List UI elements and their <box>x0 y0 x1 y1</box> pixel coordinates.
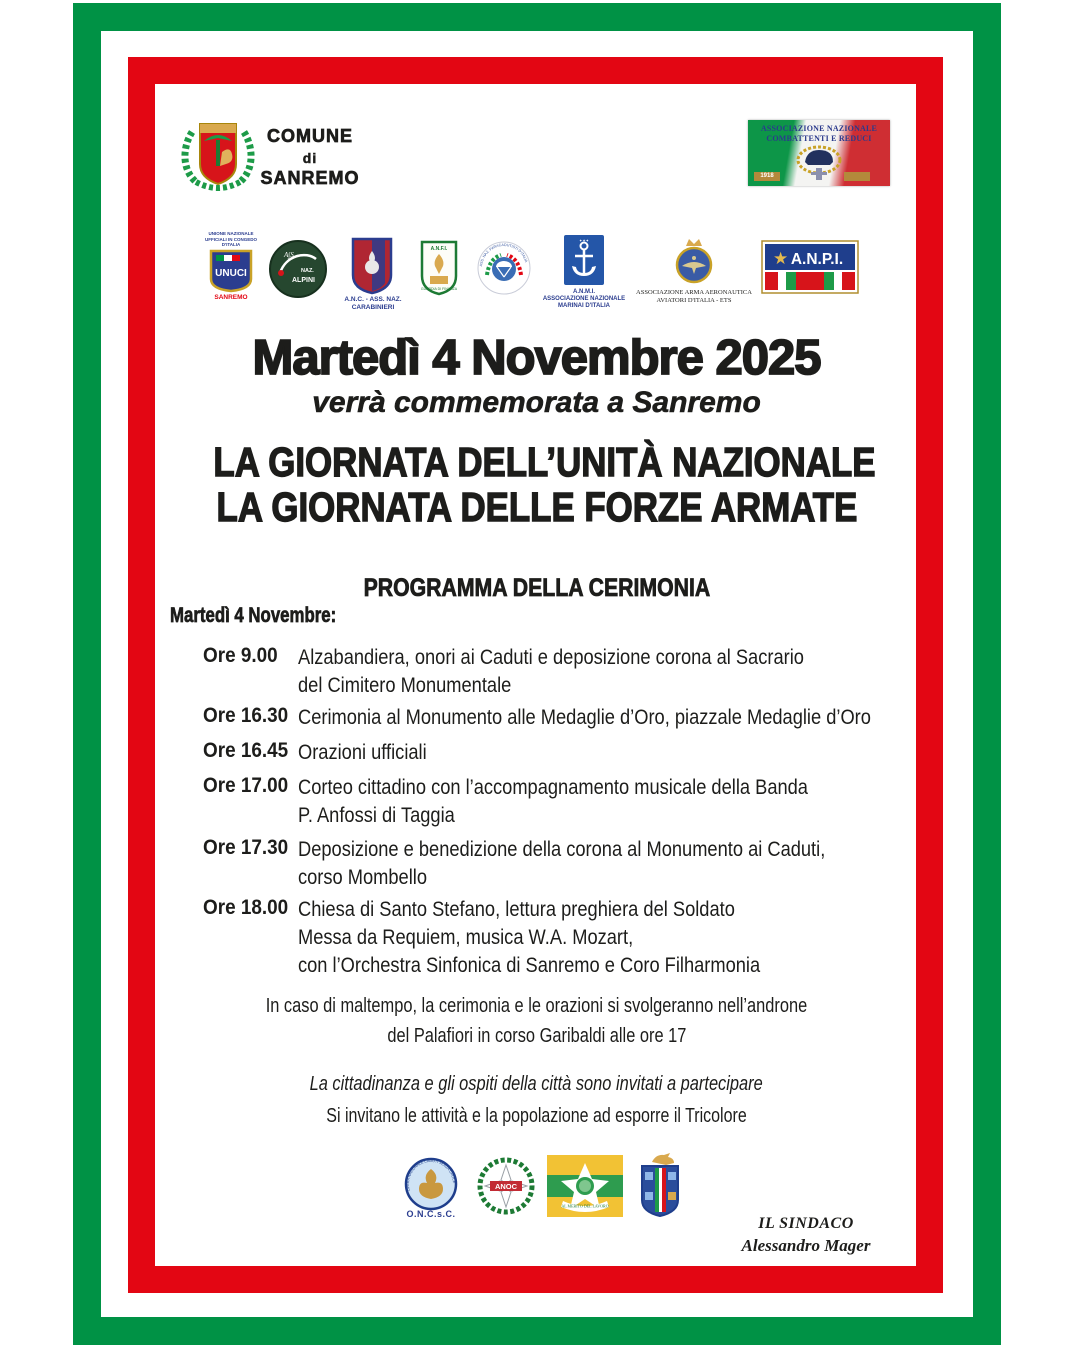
comune-line2: di <box>302 150 318 166</box>
schedule-description: Alzabandiera, onori ai Caduti e deposizione corona al Sacrario del Cimitero Monumentale <box>298 645 804 697</box>
schedule-time: Ore 9.00 <box>203 643 278 667</box>
svg-text:NAZ.: NAZ. <box>301 268 314 274</box>
ancr-year-badge: 1918 <box>754 172 780 181</box>
aeronautica-label: ASSOCIAZIONE ARMA AERONAUTICA AVIATORI D'ITALIA - ETS <box>636 289 752 304</box>
schedule-description: Orazioni ufficiali <box>298 740 427 764</box>
schedule-description: Corteo cittadino con l’accompagnamento musicale della Banda P. Anfossi di Taggia <box>298 775 808 827</box>
ancr-line2: COMBATTENTI E REDUCI <box>766 134 872 143</box>
oncsc-logo-icon <box>404 1157 458 1211</box>
schedule-time: Ore 17.30 <box>203 835 289 859</box>
comune-sanremo-title <box>252 126 368 189</box>
program-heading: PROGRAMMA DELLA CERIMONIA <box>363 574 710 602</box>
marinai-label: A.N.M.I. ASSOCIAZIONE NAZIONALE MARINAI D'ITALIA <box>542 289 626 309</box>
svg-text:✦✦✦: ✦✦✦ <box>578 238 590 243</box>
signature-role: IL SINDACO <box>758 1215 854 1232</box>
maestri-lavoro-flag-icon <box>547 1155 623 1217</box>
weather-note: In caso di maltempo, la cerimonia e le orazioni si svolgeranno nell’androne del Palafiori in corso Garibaldi alle ore 17 <box>265 994 808 1047</box>
schedule-description: Cerimonia al Monumento alle Medaglie d’Oro, piazzale Medaglie d’Oro <box>298 705 871 729</box>
svg-text:OPERA NAZIONALE CADUTI SENZA C: OPERA NAZIONALE CADUTI SENZA CROCE <box>405 1158 457 1192</box>
event-date-title: Martedì 4 Novembre 2025 <box>252 331 821 385</box>
program-day-label: Martedì 4 Novembre: <box>170 604 337 627</box>
invitation-citizens: La cittadinanza e gli ospiti della città sono invitati a partecipare <box>309 1072 764 1095</box>
svg-text:GUARDIA DI FINANZA: GUARDIA DI FINANZA <box>420 287 458 291</box>
paracadutisti-logo-icon <box>477 241 531 295</box>
main-title-line1: LA GIORNATA DELL’UNITÀ NAZIONALE <box>213 439 876 485</box>
schedule-description: Chiesa di Santo Stefano, lettura preghiera del Soldato Messa da Requiem, musica W.A. Mozart, con l’Orchestra Sinfonica di Sanremo e Coro Filharmonia <box>298 897 761 977</box>
carabinieri-label: A.N.C. - ASS. NAZ. CARABINIERI <box>344 296 402 311</box>
schedule-time: Ore 16.30 <box>203 703 289 727</box>
svg-text:ALPINI: ALPINI <box>292 277 315 284</box>
unuci-shield-icon <box>208 249 254 293</box>
ancr-flag-logo <box>748 120 890 186</box>
comune-sanremo-emblem-icon <box>178 114 258 200</box>
anfi-shield-icon <box>419 240 459 296</box>
unuci-city-label: SANREMO <box>214 294 248 301</box>
ancr-ribbon <box>844 172 870 181</box>
anoc-cross-icon <box>477 1157 535 1215</box>
event-main-title <box>155 440 918 530</box>
schedule-time: Ore 18.00 <box>203 895 289 919</box>
svg-text:A.N.P.I.: A.N.P.I. <box>790 251 844 268</box>
svg-text:ANOC: ANOC <box>494 1182 518 1191</box>
anpi-flag-icon <box>761 240 859 294</box>
schedule-time: Ore 16.45 <box>203 738 289 762</box>
carabinieri-shield-icon <box>350 237 394 295</box>
ancr-helmet-wreath-icon <box>794 142 844 184</box>
unuci-top-label: UNIONE NAZIONALE UFFICIALI IN CONGEDO D'ITALIA <box>205 231 257 247</box>
alpini-logo-icon <box>268 239 328 299</box>
schedule-time: Ore 17.00 <box>203 773 289 797</box>
sanremo-crest-icon <box>638 1152 682 1218</box>
event-subtitle: verrà commemorata a Sanremo <box>312 386 761 419</box>
marinai-anchor-icon <box>563 234 605 286</box>
aeronautica-logo-icon <box>672 236 716 288</box>
comune-line3: SANREMO <box>260 168 360 188</box>
svg-text:AL MERITO DEL LAVORO: AL MERITO DEL LAVORO <box>561 1203 609 1209</box>
oncsc-label: O.N.C.s.C. <box>406 1209 456 1219</box>
signature-name: Alessandro Mager <box>741 1236 871 1255</box>
svg-text:UNUCI: UNUCI <box>215 268 247 279</box>
svg-text:ASS. NAZ. PARACADUTISTI D'ITAL: ASS. NAZ. PARACADUTISTI D'ITALIA <box>479 242 529 267</box>
svg-text:A.N.F.I.: A.N.F.I. <box>430 246 448 252</box>
signature-block <box>700 1215 912 1256</box>
svg-text:★: ★ <box>773 249 789 268</box>
invitation-tricolore: Si invitano le attività e la popolazione ad esporre il Tricolore <box>326 1104 747 1127</box>
schedule-description: Deposizione e benedizione della corona al Monumento ai Caduti, corso Mombello <box>298 837 826 889</box>
ancr-line1: ASSOCIAZIONE NAZIONALE <box>760 124 878 133</box>
main-title-line2: LA GIORNATA DELLE FORZE ARMATE <box>216 484 857 530</box>
comune-line1: COMUNE <box>267 126 353 146</box>
svg-text:A∫S: A∫S <box>284 251 294 259</box>
